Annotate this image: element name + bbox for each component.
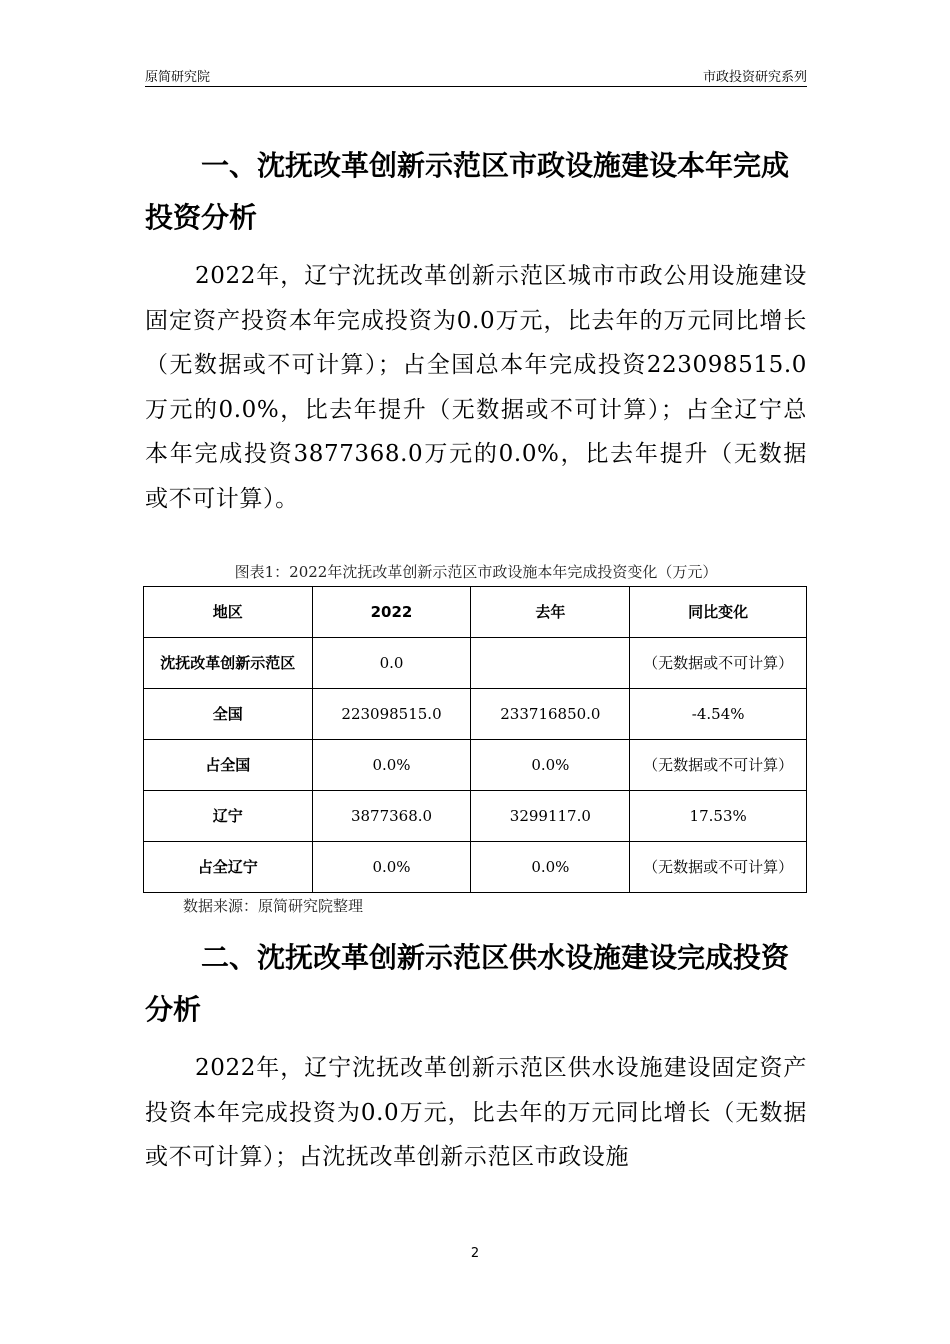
cell-last-year: 233716850.0 [471,689,630,740]
page-header [145,64,807,87]
cell-yoy: （无数据或不可计算） [630,842,807,893]
section1-title: 一、沈抚改革创新示范区市政设施建设本年完成投资分析 [145,149,790,234]
table-row [144,842,807,893]
cell-region: 占全国 [144,740,313,791]
cell-last-year: 3299117.0 [471,791,630,842]
investment-table [143,586,807,893]
section1-paragraph: 2022年，辽宁沈抚改革创新示范区城市市政公用设施建设固定资产投资本年完成投资为0.0万元，比去年的万元同比增长（无数据或不可计算）；占全国总本年完成投资223098515.0万元的0.0%，比去年提升（无数据或不可计算）；占全辽宁总本年完成投资3877368.0万元的0.0%，比去年提升（无数据或不可计算）。 [145,263,807,512]
cell-yoy: -4.54% [630,689,807,740]
cell-2022: 0.0% [312,740,471,791]
page-number: 2 [470,1246,480,1261]
col-header-yoy-change: 同比变化 [630,587,807,638]
cell-2022: 0.0 [312,638,471,689]
table-header-row [144,587,807,638]
section2-paragraph: 2022年，辽宁沈抚改革创新示范区供水设施建设固定资产投资本年完成投资为0.0万元，比去年的万元同比增长（无数据或不可计算）；占沈抚改革创新示范区市政设施 [145,1055,807,1170]
cell-yoy: 17.53% [630,791,807,842]
cell-2022: 0.0% [312,842,471,893]
header-org-name: 原简研究院 [145,70,211,85]
section2-title: 二、沈抚改革创新示范区供水设施建设完成投资分析 [145,941,790,1026]
col-header-region: 地区 [144,587,313,638]
cell-last-year [471,638,630,689]
cell-2022: 223098515.0 [312,689,471,740]
cell-last-year: 0.0% [471,740,630,791]
cell-yoy: （无数据或不可计算） [630,638,807,689]
table-row [144,791,807,842]
table-caption: 图表1：2022年沈抚改革创新示范区市政设施本年完成投资变化（万元） [234,563,718,581]
cell-last-year: 0.0% [471,842,630,893]
table-row [144,638,807,689]
table-source-note: 数据来源：原简研究院整理 [183,897,364,915]
cell-2022: 3877368.0 [312,791,471,842]
cell-region: 沈抚改革创新示范区 [144,638,313,689]
header-series-name: 市政投资研究系列 [702,70,807,85]
cell-region: 占全辽宁 [144,842,313,893]
table-row [144,689,807,740]
cell-yoy: （无数据或不可计算） [630,740,807,791]
col-header-last-year: 去年 [471,587,630,638]
col-header-2022: 2022 [312,587,471,638]
table-row [144,740,807,791]
cell-region: 全国 [144,689,313,740]
cell-region: 辽宁 [144,791,313,842]
